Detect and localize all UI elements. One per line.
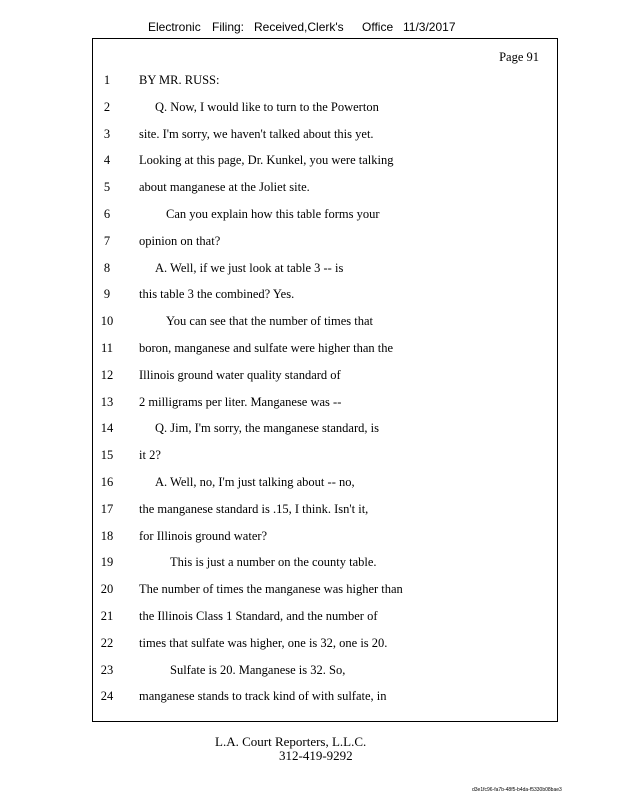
line-number: 17 [100, 501, 114, 516]
line-number: 8 [103, 260, 111, 275]
header-electronic: Electronic [148, 20, 201, 34]
transcript-line [0, 394, 618, 410]
transcript-line [0, 313, 618, 329]
line-number: 12 [100, 367, 114, 382]
transcript-line [0, 662, 618, 678]
transcript-line [0, 260, 618, 276]
header-received: Received,Clerk's [254, 20, 344, 34]
transcript-line [0, 340, 618, 356]
transcript-line [0, 99, 618, 115]
header-office: Office [362, 20, 394, 34]
line-number: 24 [100, 689, 114, 704]
line-number: 19 [100, 555, 114, 570]
line-number: 14 [100, 421, 114, 436]
line-number: 1 [103, 73, 111, 87]
line-text: BY MR. RUSS: [139, 73, 220, 87]
line-text: for Illinois ground water? [139, 528, 268, 543]
line-text: boron, manganese and sulfate were higher than the [139, 341, 394, 355]
line-text: the Illinois Class 1 Standard, and the number of [139, 609, 378, 623]
line-number: 23 [100, 662, 114, 677]
line-text: Sulfate is 20. Manganese is 32. So, [170, 662, 346, 677]
transcript-line [0, 420, 618, 436]
transcript-line [0, 233, 618, 249]
page-number: Page 91 [499, 50, 539, 64]
line-number: 15 [100, 448, 114, 463]
transcript-line [0, 72, 618, 88]
line-text: opinion on that? [139, 233, 221, 248]
line-text: it 2? [139, 448, 161, 463]
line-number: 21 [100, 609, 114, 623]
transcript-line [0, 206, 618, 222]
line-text: Q. Jim, I'm sorry, the manganese standard, is [155, 421, 379, 436]
line-text: Q. Now, I would like to turn to the Powerton [155, 99, 379, 114]
document-hash: d3e1fc96-fa7b-48f5-b4da-f5330b08bae3 [472, 787, 562, 793]
line-text: Illinois ground water quality standard of [139, 367, 341, 382]
line-text: Looking at this page, Dr. Kunkel, you were talking [139, 153, 394, 168]
transcript-line [0, 608, 618, 624]
line-text: about manganese at the Joliet site. [139, 180, 310, 195]
transcript-line [0, 179, 618, 195]
transcript-line [0, 367, 618, 383]
transcript-line [0, 581, 618, 597]
transcript-line [0, 126, 618, 142]
transcript-line [0, 635, 618, 651]
line-number: 11 [100, 341, 114, 355]
line-number: 18 [100, 528, 114, 543]
filing-stamp-header [0, 20, 618, 36]
line-number: 4 [103, 153, 111, 168]
footer-phone: 312-419-9292 [279, 748, 353, 763]
line-text: times that sulfate was higher, one is 32, one is 20. [139, 635, 388, 650]
line-text: manganese stands to track kind of with sulfate, in [139, 689, 387, 704]
transcript-line [0, 152, 618, 168]
line-number: 10 [100, 314, 114, 329]
header-date: 11/3/2017 [403, 20, 456, 34]
transcript-line [0, 447, 618, 463]
line-text: site. I'm sorry, we haven't talked about this yet. [139, 126, 374, 141]
line-number: 16 [100, 475, 114, 489]
line-text: Can you explain how this table forms your [166, 207, 380, 221]
transcript-line [0, 474, 618, 490]
transcript-line [0, 688, 618, 704]
line-text: 2 milligrams per liter. Manganese was -- [139, 394, 342, 409]
transcript-line [0, 528, 618, 544]
transcript-line [0, 554, 618, 570]
line-number: 3 [103, 126, 111, 141]
line-text: This is just a number on the county table. [170, 555, 377, 570]
line-text: You can see that the number of times that [166, 314, 374, 329]
transcript-line [0, 501, 618, 517]
line-number: 2 [103, 99, 111, 114]
line-number: 9 [103, 287, 111, 302]
line-text: A. Well, no, I'm just talking about -- no, [155, 475, 355, 489]
line-number: 22 [100, 635, 114, 650]
line-number: 20 [100, 582, 114, 597]
line-number: 6 [103, 207, 111, 221]
footer-company: L.A. Court Reporters, L.L.C. [215, 734, 367, 749]
transcript-line [0, 286, 618, 302]
line-text: A. Well, if we just look at table 3 -- is [155, 260, 344, 275]
header-filing: Filing: [212, 20, 245, 34]
line-text: this table 3 the combined? Yes. [139, 287, 295, 302]
line-number: 13 [100, 394, 114, 409]
line-number: 7 [103, 233, 111, 248]
line-number: 5 [103, 180, 111, 195]
line-text: the manganese standard is .15, I think. Isn't it, [139, 501, 369, 516]
line-text: The number of times the manganese was higher than [139, 582, 403, 597]
